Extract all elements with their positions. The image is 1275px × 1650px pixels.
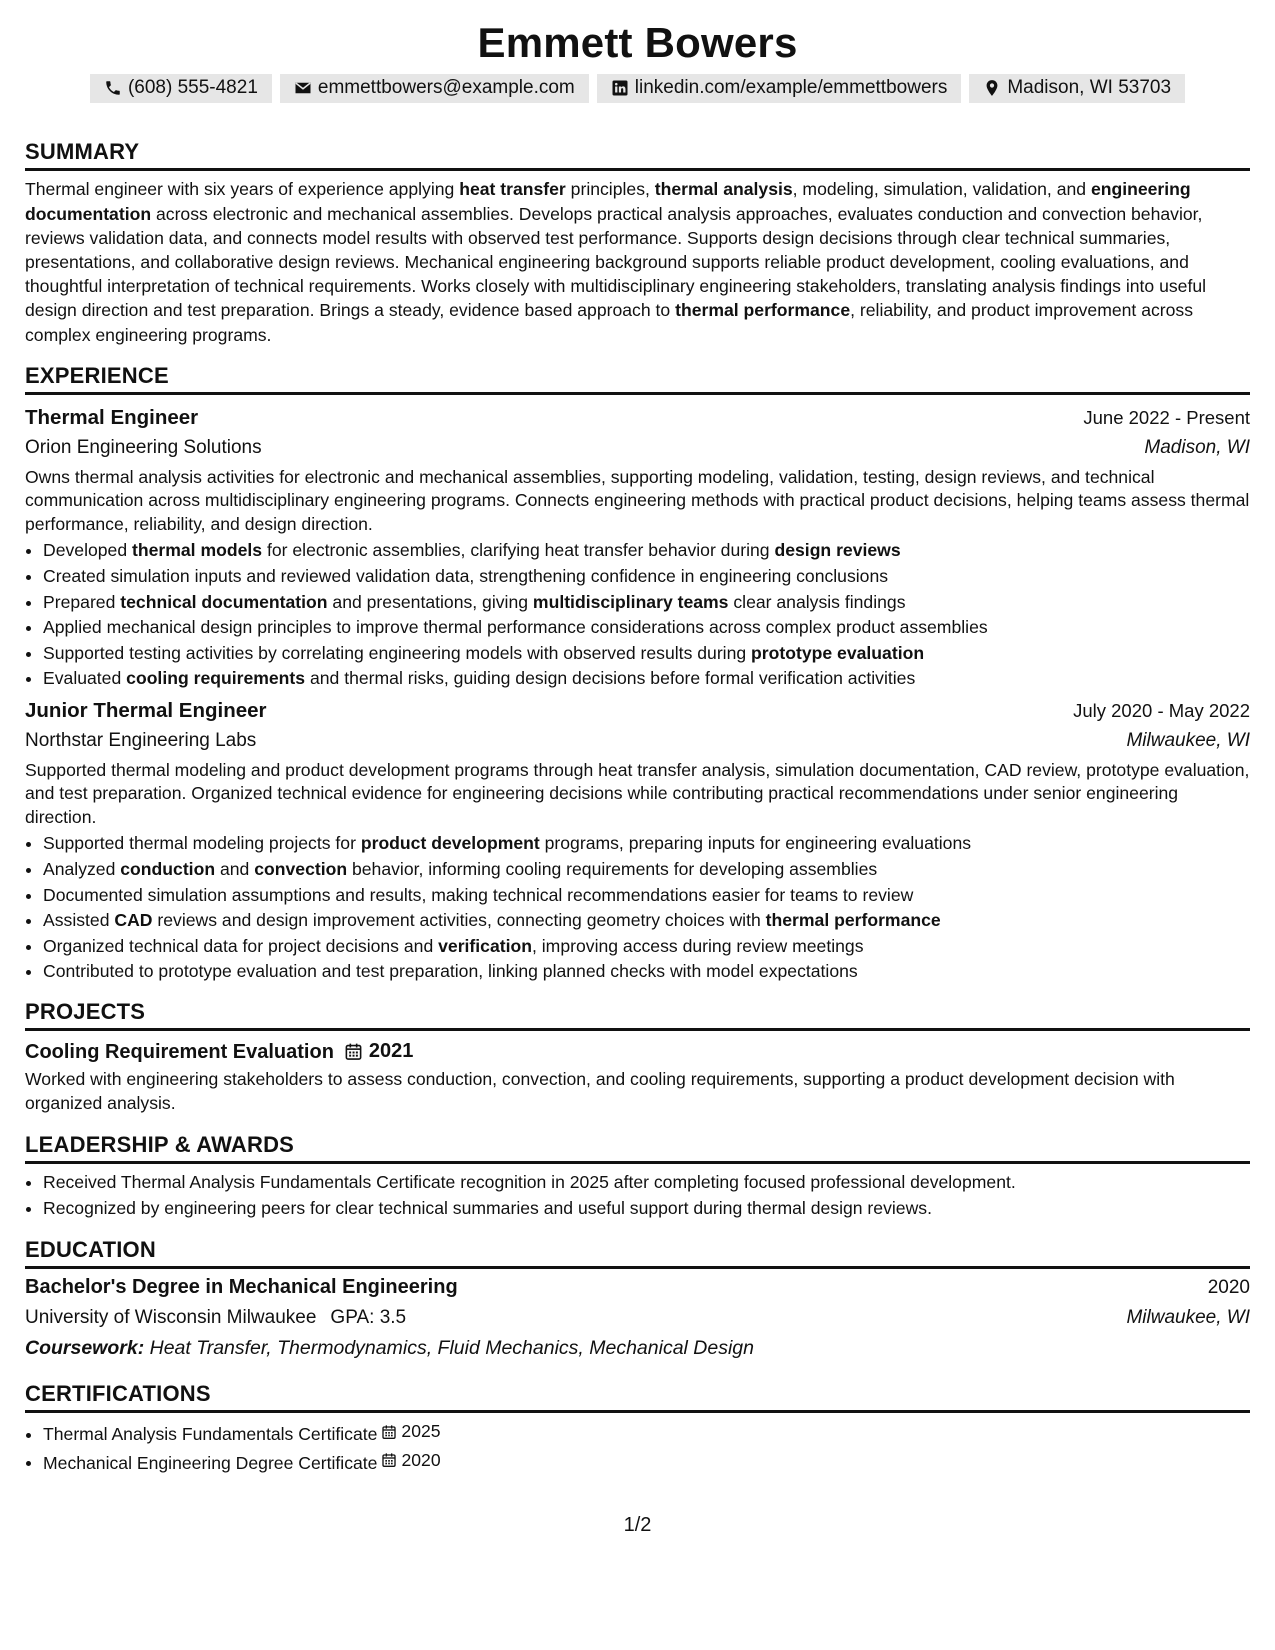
bullet-text: Analyzed [43,858,121,879]
linkedin-icon [611,79,629,97]
education-coursework [25,1333,1250,1363]
summary-keyword: engineering documentation [25,179,1191,224]
job-subheader [25,433,1250,463]
education-section [25,1237,1250,1363]
bullet-text: Created simulation inputs and reviewed validation data, strengthening confidence in engineering conclusions [43,565,889,586]
bullet-keyword: technical documentation [120,591,328,612]
job-company: Northstar Engineering Labs [25,729,257,751]
bullet-keyword: product development [360,833,540,854]
job-bullet [43,666,1250,692]
bullet-text: programs, preparing inputs for engineering evaluations [539,833,972,854]
job-header [25,403,1250,433]
project-description: Worked with engineering stakeholders to assess conduction, convection, and cooling requirements, supporting a product development decision with organized analysis. [25,1068,1175,1114]
summary-text-part: , reliability, and product improvement across complex engineering programs. [25,300,1194,345]
education-school-line [25,1303,406,1333]
bullet-text: and [215,858,255,879]
education-header [25,1272,1250,1303]
bullet-keyword: multidisciplinary teams [532,591,729,612]
bullet-text: and thermal risks, guiding design decisions before formal verification activities [305,668,916,689]
summary-keyword: thermal performance [675,300,851,321]
bullet-text: Applied mechanical design principles to improve thermal performance considerations across complex product assemblies [43,617,988,638]
job-bullet [43,564,1250,590]
job-title: Thermal Engineer [25,405,199,429]
section-title-experience: EXPERIENCE [25,363,1250,395]
job-bullet [43,641,1250,667]
summary-text-part: principles, [565,179,655,200]
job-dates: June 2022 - Present [1083,406,1250,428]
summary-text [25,177,1250,346]
summary-text-part: across electronic and mechanical assemblies. Develops practical analysis approaches, evaluates conduction and convection behavior, reviews validation data, and connects model results with observed test performance. Supports design decisions through clear technical summaries, presentations, and collaborative design reviews. Mechanical engineering background supports reliable product development, cooling evaluations, and thoughtful interpretation of technical requirements. Works closely with multidisciplinary engineering stakeholders, translating analysis findings into useful design direction and test preparation. Brings a steady, evidence based approach to [25,203,1207,321]
job-entry [25,403,1250,692]
bullet-keyword: thermal models [132,540,263,561]
bullet-text: for electronic assemblies, clarifying heat transfer behavior during [262,540,775,561]
job-subheader [25,726,1250,756]
summary-text-part: , modeling, simulation, validation, and [792,179,1091,200]
job-bullets [25,538,1250,692]
job-location: Milwaukee, WI [1126,729,1250,751]
certifications-list [25,1419,1250,1476]
job-bullet [43,615,1250,641]
leadership-list [25,1170,1250,1221]
contact-phone[interactable] [90,74,272,103]
education-year: 2020 [1207,1277,1250,1299]
job-bullet [43,831,1250,857]
section-title-leadership: LEADERSHIP & AWARDS [25,1132,1250,1164]
job-description: Owns thermal analysis activities for electronic and mechanical assemblies, supporting modeling, validation, testing, design reviews, and technical communication across multidisciplinary engineering programs. Connects engineering methods with practical product decisions, helping teams assess thermal performance, reliability, and design direction. [25,466,1250,534]
bullet-text: Prepared [43,591,121,612]
job-header [25,696,1250,726]
phone-icon [104,79,122,97]
certification-name: Thermal Analysis Fundamentals Certificate [43,1423,378,1444]
contact-location-text: Madison, WI 53703 [1007,77,1172,99]
job-bullet [43,538,1250,564]
bullet-text: Contributed to prototype evaluation and test preparation, linking planned checks with model expectations [43,961,858,982]
certification-name: Mechanical Engineering Degree Certificate [43,1452,378,1473]
bullet-text: Developed [43,540,133,561]
bullet-text: Assisted [43,910,115,931]
project-date [344,1040,414,1063]
bullet-text: Supported thermal modeling projects for [43,833,361,854]
bullet-keyword: thermal performance [765,910,941,931]
project-title: Cooling Requirement Evaluation [25,1040,334,1063]
job-bullet [43,934,1250,960]
bullet-keyword: cooling requirements [126,668,306,689]
bullet-keyword: conduction [120,858,216,879]
calendar-icon [381,1424,397,1440]
contact-location [969,74,1185,103]
bullet-keyword: verification [438,935,532,956]
job-title: Junior Thermal Engineer [25,698,267,722]
leadership-item: • Received Thermal Analysis Fundamentals Certificate recognition in 2025 after completing focused professional development. [43,1170,1250,1196]
education-degree: Bachelor's Degree in Mechanical Engineering [25,1276,458,1299]
education-school: University of Wisconsin Milwaukee [25,1307,317,1329]
resume-content [25,18,1250,1476]
certification-item [43,1419,1250,1447]
job-location: Madison, WI [1144,436,1250,458]
job-bullet [43,959,1250,985]
job-company: Orion Engineering Solutions [25,436,262,458]
job-bullet [43,857,1250,883]
map-pin-icon [983,79,1001,97]
job-bullet [43,883,1250,909]
certification-year: 2020 [401,1449,441,1470]
envelope-icon [294,79,312,97]
section-title-education: EDUCATION [25,1237,1250,1269]
bullet-keyword: convection [254,858,348,879]
certification-date [381,1419,440,1445]
bullet-keyword: prototype evaluation [751,642,925,663]
education-gpa: GPA: 3.5 [330,1307,407,1329]
bullet-text: behavior, informing cooling requirements for developing assemblies [347,858,878,879]
coursework-label: Coursework: [25,1337,145,1360]
summary-text-part: Thermal engineer with six years of experience applying [25,179,460,200]
summary-keyword: heat transfer [459,179,566,200]
summary-section [25,139,1250,346]
job-bullet [43,908,1250,934]
experience-section [25,363,1250,985]
calendar-icon [344,1042,363,1061]
leadership-section [25,1132,1250,1221]
bullet-text: Supported testing activities by correlating engineering models with observed results during [43,642,752,663]
bullet-text: Evaluated [43,668,127,689]
candidate-name: Emmett Bowers [477,19,798,66]
contact-phone-text: (608) 555-4821 [127,77,258,99]
bullet-text: Organized technical data for project decisions and [43,935,439,956]
bullet-keyword: CAD [114,910,153,931]
job-description: Supported thermal modeling and product development programs through heat transfer analysis, simulation documentation, CAD review, prototype evaluation, and test preparation. Organized technical evidence for engineering decisions while contributing practical recommendations under senior engineering direction. [25,759,1250,827]
section-title-summary: SUMMARY [25,139,1250,171]
certification-year: 2025 [401,1421,441,1442]
bullet-text: Documented simulation assumptions and results, making technical recommendations easier for teams to review [43,884,914,905]
projects-section [25,999,1250,1116]
job-entry [25,696,1250,985]
education-subheader [25,1303,1250,1333]
bullet-text: reviews and design improvement activities, connecting geometry choices with [152,910,766,931]
job-bullets [25,831,1250,985]
calendar-icon [381,1452,397,1468]
bullet-text: and presentations, giving [327,591,533,612]
job-bullet [43,590,1250,616]
contact-linkedin-text: linkedin.com/example/emmettbowers [634,77,948,99]
coursework-list: Heat Transfer, Thermodynamics, Fluid Mechanics, Mechanical Design [149,1337,755,1360]
section-title-certifications: CERTIFICATIONS [25,1381,1250,1413]
contact-linkedin[interactable] [597,74,962,103]
education-location: Milwaukee, WI [1126,1307,1250,1329]
contact-bar [25,74,1250,103]
certification-date [381,1448,440,1474]
job-dates: July 2020 - May 2022 [1073,699,1250,721]
bullet-text: clear analysis findings [728,591,906,612]
contact-email[interactable] [280,74,589,103]
project-header [25,1039,1250,1065]
project-year: 2021 [368,1040,414,1063]
summary-keyword: thermal analysis [654,179,793,200]
certifications-section [25,1381,1250,1476]
bullet-keyword: design reviews [774,540,901,561]
section-title-projects: PROJECTS [25,999,1250,1031]
bullet-text: , improving access during review meetings [532,935,864,956]
leadership-item: • Recognized by engineering peers for clear technical summaries and useful support during thermal design reviews. [43,1196,1250,1222]
contact-email-text: emmettbowers@example.com [317,77,575,99]
page-number: 1/2 [623,1514,652,1536]
certification-item [43,1448,1250,1476]
